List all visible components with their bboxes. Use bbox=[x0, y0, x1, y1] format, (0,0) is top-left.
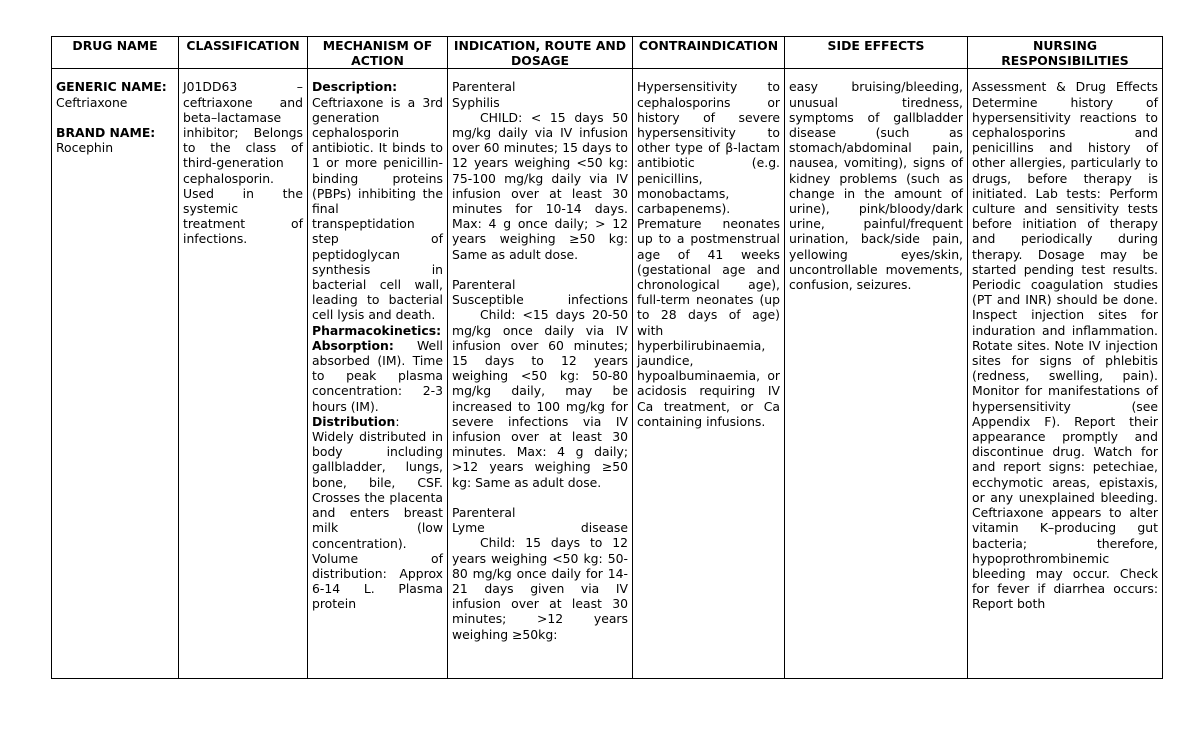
description-text: Ceftriaxone is a 3rd generation cephalosporin antibiotic. It binds to 1 or more penicillin-binding proteins (PBPs) inhibiting the final transpeptidation step of peptidoglycan synthesis in bacterial cell wall, leading to bacterial cell lysis and death. bbox=[312, 79, 447, 323]
syphilis-route: Parenteral bbox=[452, 79, 516, 95]
absorption-text: Well absorbed (IM). Time to peak plasma concentration: 2-3 hours (IM). bbox=[312, 337, 447, 414]
header-indication: INDICATION, ROUTE AND DOSAGE bbox=[448, 37, 633, 69]
side-effects-cell: easy bruising/bleeding, unusual tiredness, symptoms of gallbladder disease (such as stomach/abdominal pain, nausea, vomiting), signs of kidney problems (such as change in the amount of urine), pink/bloody/dark urine, painful/frequent urination, back/side pain, yellowing eyes/skin, uncontrollable movements, confusion, seizures. bbox=[785, 69, 968, 679]
description-label: Description: bbox=[312, 79, 398, 95]
syphilis-dosage: CHILD: < 15 days 50 mg/kg daily via IV infusion over 60 minutes; 15 days to 12 years weighing <50 kg: 75-100 mg/kg daily via IV infusion over at least 30 minutes for 10-14 days. Max: 4 g once daily; > 12 years weighing ≥50 kg: Same as adult dose. bbox=[452, 109, 632, 262]
classification-cell: J01DD63 – ceftriaxone and beta–lactamase inhibitor; Belongs to the class of third-generation cephalosporin. Used in the systemic treatment of infections. bbox=[179, 69, 308, 679]
header-nursing: NURSING RESPONSIBILITIES bbox=[968, 37, 1163, 69]
generic-name-value: Ceftriaxone bbox=[56, 94, 128, 110]
drug-name-cell bbox=[52, 69, 179, 679]
susceptible-title: Susceptible infections bbox=[452, 292, 628, 308]
syphilis-title: Syphilis bbox=[452, 94, 500, 110]
distribution-text: : Widely distributed in body including gallbladder, lungs, bone, bile, CSF. Crosses the placenta and enters breast milk (low concentration). Volume of distribution: Approx 6-14 L. Plasma protein bbox=[312, 413, 447, 612]
brand-name-label: BRAND NAME: bbox=[56, 125, 156, 140]
header-classification: CLASSIFICATION bbox=[179, 37, 308, 69]
header-contraindication: CONTRAINDICATION bbox=[633, 37, 785, 69]
indication-cell bbox=[448, 69, 633, 679]
contraindication-cell: Hypersensitivity to cephalosporins or history of severe hypersensitivity to other type of β-lactam antibiotic (e.g. penicillins, monobactams, carbapenems). Premature neonates up to a postmenstrual age of 41 weeks (gestational age and chronological age), full-term neonates (up to 28 days of age) with hyperbilirubinaemia, jaundice, hypoalbuminaemia, or acidosis requiring IV Ca treatment, or Ca containing infusions. bbox=[633, 69, 785, 679]
header-drug-name: DRUG NAME bbox=[52, 37, 179, 69]
nursing-cell: Assessment & Drug Effects Determine history of hypersensitivity reactions to cephalosporins and penicillins and history of other allergies, particularly to drugs, before therapy is initiated. Lab tests: Perform culture and sensitivity tests before initiation of therapy and periodically during therapy. Dosage may be started pending test results. Periodic coagulation studies (PT and INR) should be done. Inspect injection sites for induration and inflammation. Rotate sites. Note IV injection sites for signs of phlebitis (redness, swelling, pain). Monitor for manifestations of hypersensitivity (see Appendix F). Report their appearance promptly and discontinue drug. Watch for and report signs: petechiae, ecchymotic areas, epistaxis, or any unexplained bleeding. Ceftriaxone appears to alter vitamin K–producing gut bacteria; therefore, hypoprothrombinemic bleeding may occur. Check for fever if diarrhea occurs: Report both bbox=[968, 69, 1163, 679]
mechanism-cell bbox=[308, 69, 448, 679]
drug-study-table bbox=[51, 36, 1163, 679]
brand-name-value: Rocephin bbox=[56, 140, 114, 156]
header-side-effects: SIDE EFFECTS bbox=[785, 37, 968, 69]
header-mechanism: MECHANISM OF ACTION bbox=[308, 37, 448, 69]
data-row bbox=[52, 69, 1163, 679]
distribution-label: Distribution bbox=[312, 413, 396, 429]
susceptible-route: Parenteral bbox=[452, 277, 516, 293]
lyme-route: Parenteral bbox=[452, 505, 516, 521]
susceptible-dosage: Child: <15 days 20-50 mg/kg once daily via IV infusion over 60 minutes; 15 days to 12 years weighing <50 kg: 50-80 mg/kg daily, may be increased to 100 mg/kg for severe infections via IV infusion over at least 30 minutes. Max: 4 g daily; >12 years weighing ≥50 kg: Same as adult dose. bbox=[452, 307, 632, 490]
absorption-label: Absorption: bbox=[312, 337, 394, 353]
lyme-title: Lyme disease bbox=[452, 520, 628, 536]
generic-name-label: GENERIC NAME: bbox=[56, 79, 167, 95]
lyme-dosage: Child: 15 days to 12 years weighing <50 kg: 50-80 mg/kg once daily for 14-21 days given via IV infusion over at least 30 minutes; >12 years weighing ≥50kg: bbox=[452, 535, 632, 642]
pharmacokinetics-label: Pharmacokinetics: bbox=[312, 322, 442, 338]
header-row bbox=[52, 37, 1163, 69]
